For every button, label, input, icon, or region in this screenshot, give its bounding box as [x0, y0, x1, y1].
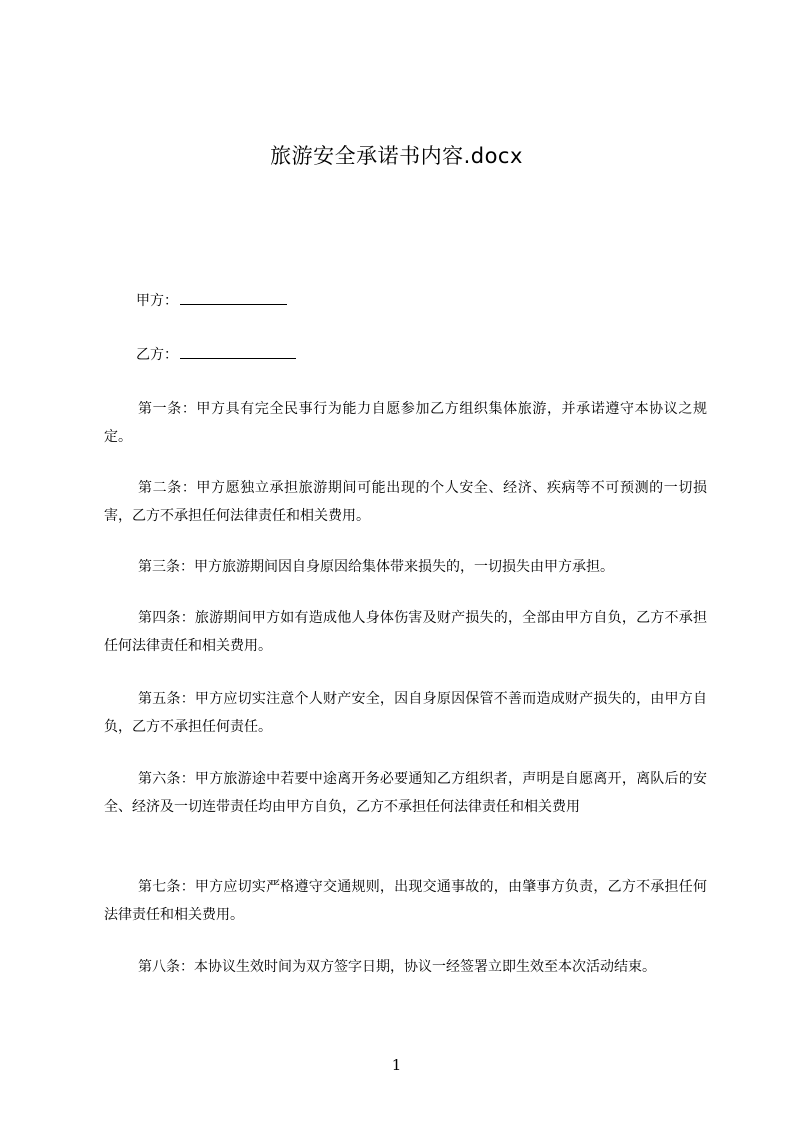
- party-a-line: [136, 290, 287, 311]
- party-b-blank: [180, 344, 296, 359]
- article-2: 第二条：甲方愿独立承担旅游期间可能出现的个人安全、经济、疾病等不可预测的一切损害，乙方不承担任何法律责任和相关费用。: [104, 480, 707, 524]
- article-3: 第三条：甲方旅游期间因自身原因给集体带来损失的，一切损失由甲方承担。: [138, 559, 614, 575]
- page-number: 1: [391, 1056, 402, 1074]
- party-b-label: 乙方：: [136, 347, 178, 363]
- document-title: 旅游安全承诺书内容.docx: [270, 144, 523, 168]
- party-b-line: [136, 344, 296, 365]
- article-8: 第八条：本协议生效时间为双方签字日期，协议一经签署立即生效至本次活动结束。: [138, 959, 656, 975]
- article-4: 第四条：旅游期间甲方如有造成他人身体伤害及财产损失的，全部由甲方自负，乙方不承担任何法律责任和相关费用。: [104, 610, 707, 654]
- article-5: 第五条：甲方应切实注意个人财产安全，因自身原因保管不善而造成财产损失的，由甲方自负，乙方不承担任何责任。: [104, 691, 707, 735]
- article-7: 第七条：甲方应切实严格遵守交通规则，出现交通事故的，由肇事方负责，乙方不承担任何法律责任和相关费用。: [104, 879, 707, 923]
- article-1: 第一条：甲方具有完全民事行为能力自愿参加乙方组织集体旅游，并承诺遵守本协议之规定。: [104, 401, 707, 445]
- party-a-label: 甲方：: [136, 293, 178, 309]
- article-6: 第六条：甲方旅游途中若要中途离开务必要通知乙方组织者，声明是自愿离开，离队后的安全、经济及一切连带责任均由甲方自负，乙方不承担任何法律责任和相关费用: [104, 771, 707, 815]
- party-a-blank: [180, 290, 287, 305]
